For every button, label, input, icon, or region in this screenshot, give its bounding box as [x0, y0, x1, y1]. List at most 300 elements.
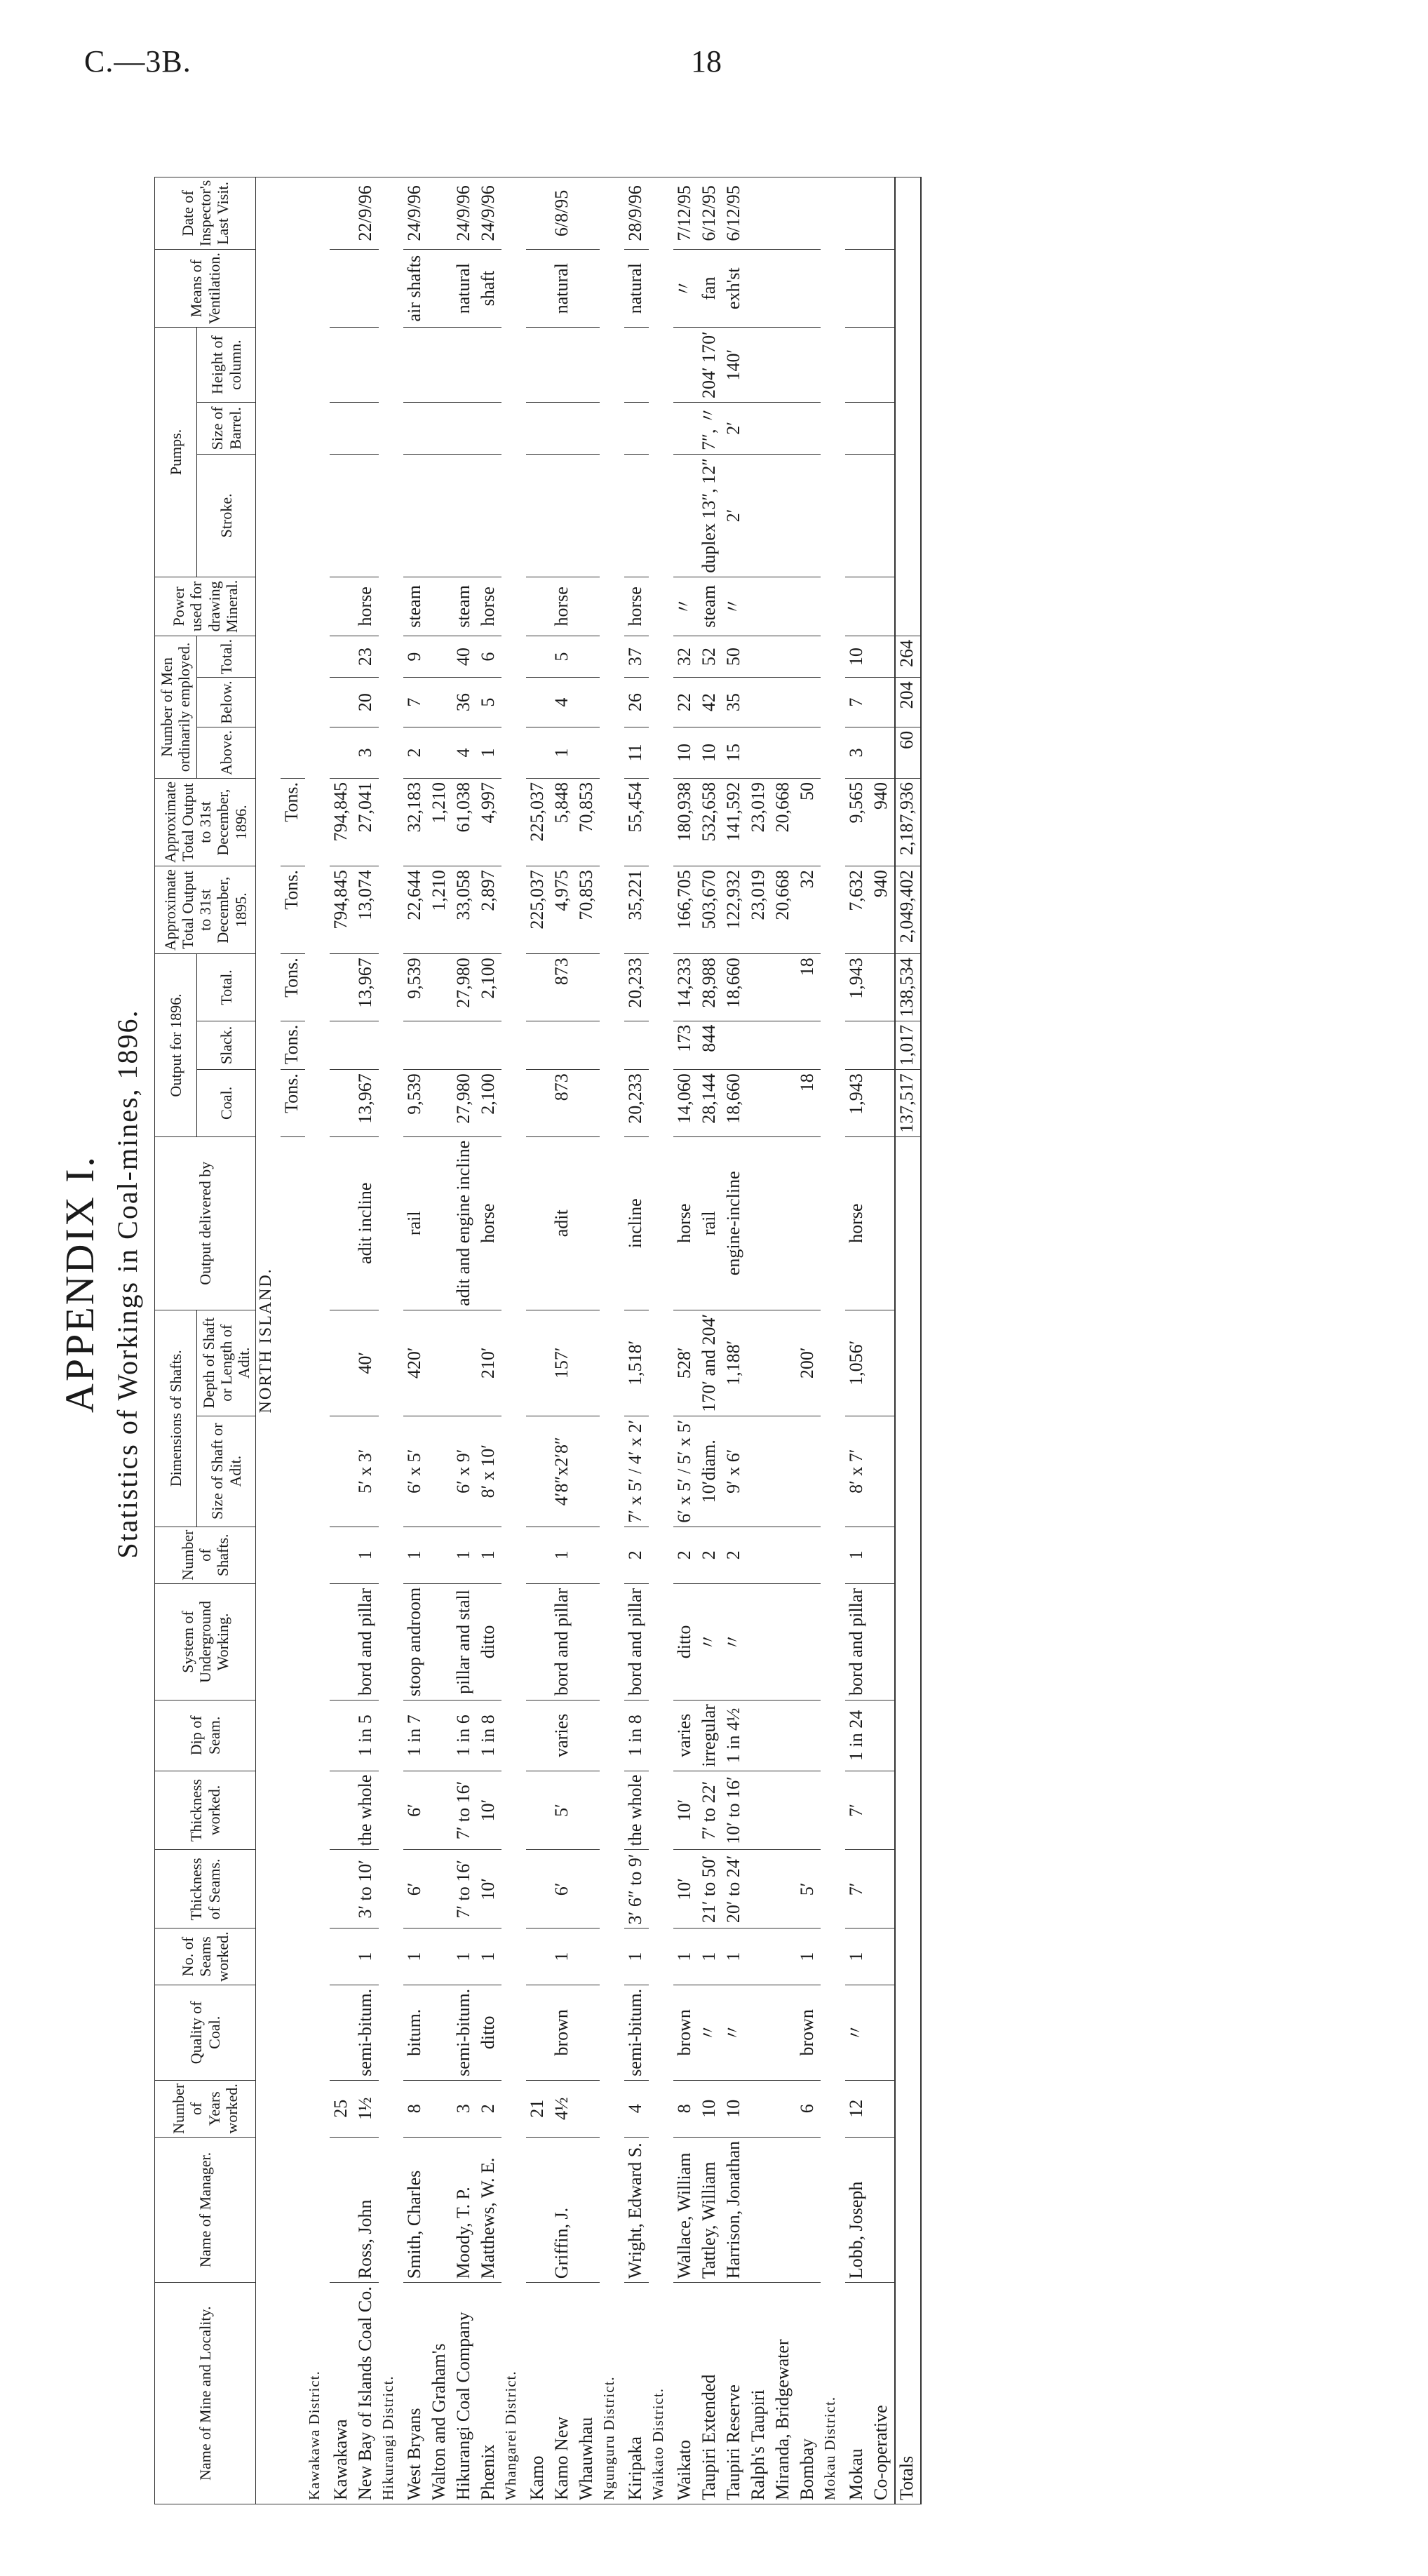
cell-below: [772, 678, 796, 727]
cell-coal: 1,943: [845, 1070, 870, 1137]
cell-barrel: [796, 403, 821, 455]
cell-thick_worked: 10′: [477, 1771, 501, 1850]
cell-slack: [452, 1021, 477, 1070]
cell-slack: [354, 1021, 379, 1070]
cell-dip: varies: [551, 1700, 575, 1771]
cell-o1895: 503,670: [698, 866, 722, 954]
cell-coal: 18: [796, 1070, 821, 1137]
cell-stroke: [452, 454, 477, 577]
cell-thick_worked: 7′ to 22′: [698, 1771, 722, 1850]
cell-above: 3: [354, 727, 379, 778]
district-row: [305, 177, 330, 2504]
cell-dip: 1 in 4½: [722, 1700, 747, 1771]
cell-barrel: [403, 403, 428, 455]
cell-visit: 6/8/95: [551, 177, 575, 249]
cell-seams: 1: [403, 1928, 428, 1985]
cell-depth: [870, 1310, 895, 1416]
cell-size: [747, 1416, 772, 1527]
cell-barrel: [354, 403, 379, 455]
cell-thick_worked: 7′ to 16′: [452, 1771, 477, 1850]
cell-depth: 157′: [551, 1310, 575, 1416]
unit-coal: Tons.: [281, 1070, 305, 1137]
cell-years: 12: [845, 2080, 870, 2137]
cell-barrel: [428, 403, 452, 455]
cell-dip: [796, 1700, 821, 1771]
cell-seam_thick: [428, 1850, 452, 1928]
district-row: [821, 177, 845, 2504]
cell-total: [330, 954, 354, 1021]
cell-seams: 1: [722, 1928, 747, 1985]
cell-column: [403, 328, 428, 403]
cell-vent: [575, 250, 600, 328]
cell-stroke: [796, 454, 821, 577]
mine-row: [452, 177, 477, 2504]
cell-below: 20: [354, 678, 379, 727]
cell-visit: 24/9/96: [403, 177, 428, 249]
cell-total: [747, 954, 772, 1021]
cell-slack: [403, 1021, 428, 1070]
cell-name: Taupiri Extended: [698, 2283, 722, 2504]
cell-manager: Lobb, Joseph: [845, 2137, 870, 2282]
col-depth-shaft: Depth of Shaft or Length of Adit.: [196, 1310, 256, 1416]
cell-slack: [428, 1021, 452, 1070]
cell-name: Kamo: [526, 2283, 551, 2504]
col-dimensions: Dimensions of Shafts.: [155, 1310, 197, 1527]
cell-stroke: [870, 454, 895, 577]
cell-below: [747, 678, 772, 727]
cell-name: Phœnix: [477, 2283, 501, 2504]
cell-barrel: [870, 403, 895, 455]
col-years: Number of Years worked.: [155, 2080, 256, 2137]
cell-thick_worked: [330, 1771, 354, 1850]
cell-total: 873: [551, 954, 575, 1021]
cell-visit: [747, 177, 772, 249]
cell-barrel: [673, 403, 698, 455]
district-label: Whangarei District.: [501, 177, 526, 2504]
cell-column: [526, 328, 551, 403]
cell-thick_worked: [428, 1771, 452, 1850]
cell-visit: 7/12/95: [673, 177, 698, 249]
cell-delivered: [575, 1136, 600, 1310]
cell-above: [575, 727, 600, 778]
cell-system: pillar and stall: [452, 1583, 477, 1700]
cell-power: steam: [452, 577, 477, 636]
cell-vent: shaft: [477, 250, 501, 328]
cell-column: [575, 328, 600, 403]
col-delivered: Output delivered by: [155, 1136, 256, 1310]
cell-manager: [747, 2137, 772, 2282]
totals-spacer: [895, 177, 921, 636]
cell-total: 27,980: [452, 954, 477, 1021]
cell-above: 10: [698, 727, 722, 778]
section-label: NORTH ISLAND.: [256, 177, 281, 2504]
cell-dip: [870, 1700, 895, 1771]
cell-shafts: 2: [624, 1527, 649, 1583]
cell-size: [330, 1416, 354, 1527]
cell-coal: [575, 1070, 600, 1137]
cell-stroke: [772, 454, 796, 577]
col-manager: Name of Manager.: [155, 2137, 256, 2282]
col-thickness-worked: Thickness worked.: [155, 1771, 256, 1850]
mine-row: [526, 177, 551, 2504]
cell-barrel: [772, 403, 796, 455]
col-approx-1895: Approximate Total Output to 31st December, 1895.: [155, 866, 256, 954]
cell-thick_worked: the whole: [354, 1771, 379, 1850]
cell-years: [772, 2080, 796, 2137]
cell-o1896: 61,038: [452, 779, 477, 866]
cell-o1895: 22,644: [403, 866, 428, 954]
cell-seam_thick: 3′ to 10′: [354, 1850, 379, 1928]
cell-o1895: 122,932: [722, 866, 747, 954]
cell-visit: [772, 177, 796, 249]
cell-stroke: [845, 454, 870, 577]
totals-below: 204: [895, 678, 921, 727]
cell-mtotal: [526, 636, 551, 677]
cell-power: [796, 577, 821, 636]
cell-system: [870, 1583, 895, 1700]
cell-seams: 1: [477, 1928, 501, 1985]
cell-shafts: 2: [673, 1527, 698, 1583]
cell-o1895: 20,668: [772, 866, 796, 954]
cell-stroke: [428, 454, 452, 577]
cell-quality: brown: [551, 1985, 575, 2080]
cell-depth: [330, 1310, 354, 1416]
cell-delivered: horse: [673, 1136, 698, 1310]
cell-delivered: horse: [477, 1136, 501, 1310]
cell-thick_worked: 10′: [673, 1771, 698, 1850]
cell-o1896: 1,210: [428, 779, 452, 866]
cell-visit: [845, 177, 870, 249]
cell-seam_thick: 10′: [673, 1850, 698, 1928]
cell-column: [551, 328, 575, 403]
cell-power: [772, 577, 796, 636]
cell-mtotal: [772, 636, 796, 677]
cell-dip: varies: [673, 1700, 698, 1771]
cell-manager: Wright, Edward S.: [624, 2137, 649, 2282]
cell-vent: 〃: [673, 250, 698, 328]
col-barrel: Size of Barrel.: [196, 403, 256, 455]
totals-above: 60: [895, 727, 921, 778]
mine-row: [747, 177, 772, 2504]
cell-thick_worked: [526, 1771, 551, 1850]
cell-below: 35: [722, 678, 747, 727]
cell-quality: [772, 1985, 796, 2080]
cell-o1895: 13,074: [354, 866, 379, 954]
cell-system: ditto: [673, 1583, 698, 1700]
cell-system: [747, 1583, 772, 1700]
cell-manager: [526, 2137, 551, 2282]
cell-below: 36: [452, 678, 477, 727]
cell-system: stoop androom: [403, 1583, 428, 1700]
cell-thick_worked: 6′: [403, 1771, 428, 1850]
cell-years: [428, 2080, 452, 2137]
cell-mtotal: 9: [403, 636, 428, 677]
cell-o1896: 70,853: [575, 779, 600, 866]
cell-column: [870, 328, 895, 403]
cell-seams: 1: [698, 1928, 722, 1985]
cell-quality: semi-bitum.: [624, 1985, 649, 2080]
cell-coal: 18,660: [722, 1070, 747, 1137]
cell-seam_thick: 10′: [477, 1850, 501, 1928]
cell-system: [772, 1583, 796, 1700]
cell-barrel: [575, 403, 600, 455]
cell-coal: 873: [551, 1070, 575, 1137]
mine-row: [330, 177, 354, 2504]
cell-size: 8′ x 7′: [845, 1416, 870, 1527]
cell-o1895: 794,845: [330, 866, 354, 954]
totals-o1895: 2,049,402: [895, 866, 921, 954]
cell-o1896: 32,183: [403, 779, 428, 866]
col-pumps: Pumps.: [155, 328, 197, 577]
cell-system: [526, 1583, 551, 1700]
cell-o1896: 23,019: [747, 779, 772, 866]
cell-total: [575, 954, 600, 1021]
cell-barrel: [551, 403, 575, 455]
cell-stroke: [575, 454, 600, 577]
cell-years: [747, 2080, 772, 2137]
cell-seam_thick: 5′: [796, 1850, 821, 1928]
cell-seams: 1: [624, 1928, 649, 1985]
cell-system: ditto: [477, 1583, 501, 1700]
totals-total: 138,534: [895, 954, 921, 1021]
cell-manager: [575, 2137, 600, 2282]
cell-slack: [575, 1021, 600, 1070]
cell-column: [624, 328, 649, 403]
cell-dip: [526, 1700, 551, 1771]
district-row: [501, 177, 526, 2504]
cell-o1896: 940: [870, 779, 895, 866]
cell-mtotal: 40: [452, 636, 477, 677]
cell-quality: 〃: [722, 1985, 747, 2080]
cell-size: [870, 1416, 895, 1527]
cell-vent: [354, 250, 379, 328]
cell-column: [747, 328, 772, 403]
cell-coal: [870, 1070, 895, 1137]
cell-system: bord and pillar: [845, 1583, 870, 1700]
col-total: Total.: [196, 954, 256, 1021]
cell-o1895: 940: [870, 866, 895, 954]
cell-total: 14,233: [673, 954, 698, 1021]
col-system: System of Underground Working.: [155, 1583, 256, 1700]
cell-quality: [575, 1985, 600, 2080]
cell-depth: [747, 1310, 772, 1416]
col-name: Name of Mine and Locality.: [155, 2283, 256, 2504]
cell-vent: [870, 250, 895, 328]
cell-seams: [428, 1928, 452, 1985]
cell-o1895: 35,221: [624, 866, 649, 954]
cell-size: 6′ x 5′: [403, 1416, 428, 1527]
cell-name: Ralph's Taupiri: [747, 2283, 772, 2504]
cell-power: horse: [354, 577, 379, 636]
section-row: [256, 177, 281, 2504]
cell-total: 1,943: [845, 954, 870, 1021]
cell-seams: 1: [452, 1928, 477, 1985]
cell-visit: [526, 177, 551, 249]
cell-vent: fan: [698, 250, 722, 328]
cell-seam_thick: [330, 1850, 354, 1928]
cell-seams: [575, 1928, 600, 1985]
cell-coal: 27,980: [452, 1070, 477, 1137]
cell-delivered: [796, 1136, 821, 1310]
cell-quality: [330, 1985, 354, 2080]
district-row: [379, 177, 403, 2504]
cell-seams: [330, 1928, 354, 1985]
cell-slack: 173: [673, 1021, 698, 1070]
district-label: Mokau District.: [821, 177, 845, 2504]
cell-mtotal: [747, 636, 772, 677]
cell-seams: 1: [673, 1928, 698, 1985]
cell-mtotal: [330, 636, 354, 677]
cell-size: 6′ x 9′: [452, 1416, 477, 1527]
cell-coal: [772, 1070, 796, 1137]
cell-barrel: [477, 403, 501, 455]
cell-delivered: [330, 1136, 354, 1310]
cell-seam_thick: 21′ to 50′: [698, 1850, 722, 1928]
cell-thick_worked: the whole: [624, 1771, 649, 1850]
cell-vent: [796, 250, 821, 328]
cell-above: [330, 727, 354, 778]
cell-years: [575, 2080, 600, 2137]
cell-quality: brown: [673, 1985, 698, 2080]
cell-o1896: 141,592: [722, 779, 747, 866]
mine-row: [722, 177, 747, 2504]
cell-barrel: [624, 403, 649, 455]
district-label: Ngunguru District.: [600, 177, 624, 2504]
cell-mtotal: [428, 636, 452, 677]
cell-shafts: [747, 1527, 772, 1583]
cell-barrel: 2′: [722, 403, 747, 455]
cell-below: 42: [698, 678, 722, 727]
cell-delivered: horse: [845, 1136, 870, 1310]
cell-seam_thick: 7′ to 16′: [452, 1850, 477, 1928]
cell-power: [575, 577, 600, 636]
cell-years: 25: [330, 2080, 354, 2137]
col-stroke: Stroke.: [196, 454, 256, 577]
cell-name: Kamo New: [551, 2283, 575, 2504]
cell-size: 5′ x 3′: [354, 1416, 379, 1527]
cell-column: [428, 328, 452, 403]
cell-thick_worked: [870, 1771, 895, 1850]
cell-depth: 1,056′: [845, 1310, 870, 1416]
cell-shafts: [526, 1527, 551, 1583]
cell-coal: 20,233: [624, 1070, 649, 1137]
cell-stroke: [477, 454, 501, 577]
cell-column: [330, 328, 354, 403]
cell-depth: 1,518′: [624, 1310, 649, 1416]
cell-o1896: 225,037: [526, 779, 551, 866]
cell-vent: natural: [551, 250, 575, 328]
cell-dip: [575, 1700, 600, 1771]
cell-years: 8: [403, 2080, 428, 2137]
cell-stroke: duplex 13″, 12″: [698, 454, 722, 577]
cell-above: 4: [452, 727, 477, 778]
cell-thick_worked: [796, 1771, 821, 1850]
cell-barrel: [747, 403, 772, 455]
cell-stroke: [624, 454, 649, 577]
cell-above: 2: [403, 727, 428, 778]
cell-thick_worked: 7′: [845, 1771, 870, 1850]
cell-size: [526, 1416, 551, 1527]
cell-manager: Harrison, Jonathan: [722, 2137, 747, 2282]
cell-above: [796, 727, 821, 778]
cell-shafts: 1: [403, 1527, 428, 1583]
col-shafts-no: Number of Shafts.: [155, 1527, 256, 1583]
cell-manager: Griffin, J.: [551, 2137, 575, 2282]
cell-total: 20,233: [624, 954, 649, 1021]
cell-depth: 40′: [354, 1310, 379, 1416]
cell-o1895: 32: [796, 866, 821, 954]
cell-slack: [796, 1021, 821, 1070]
cell-quality: bitum.: [403, 1985, 428, 2080]
cell-column: [673, 328, 698, 403]
cell-below: 4: [551, 678, 575, 727]
cell-depth: [452, 1310, 477, 1416]
cell-dip: [330, 1700, 354, 1771]
cell-o1896: 9,565: [845, 779, 870, 866]
totals-slack: 1,017: [895, 1021, 921, 1070]
mine-row: [772, 177, 796, 2504]
cell-quality: semi-bitum.: [354, 1985, 379, 2080]
cell-mtotal: 6: [477, 636, 501, 677]
cell-depth: 528′: [673, 1310, 698, 1416]
cell-vent: exh'st: [722, 250, 747, 328]
cell-seam_thick: 7′: [845, 1850, 870, 1928]
cell-barrel: [452, 403, 477, 455]
cell-total: [428, 954, 452, 1021]
totals-row: [895, 177, 921, 2504]
cell-column: [845, 328, 870, 403]
district-label: Kawakawa District.: [305, 177, 330, 2504]
cell-delivered: [428, 1136, 452, 1310]
cell-vent: [772, 250, 796, 328]
cell-seam_thick: [870, 1850, 895, 1928]
cell-stroke: [673, 454, 698, 577]
cell-column: [452, 328, 477, 403]
col-coal: Coal.: [196, 1070, 256, 1137]
cell-years: 4½: [551, 2080, 575, 2137]
mine-row: [403, 177, 428, 2504]
cell-column: 140′: [722, 328, 747, 403]
coal-mine-statistics-table: [154, 177, 922, 2504]
totals-label: Totals: [895, 1136, 921, 2504]
cell-dip: [772, 1700, 796, 1771]
cell-name: Taupiri Reserve: [722, 2283, 747, 2504]
cell-name: Kiripaka: [624, 2283, 649, 2504]
cell-quality: [526, 1985, 551, 2080]
cell-slack: [477, 1021, 501, 1070]
cell-seams: 1: [845, 1928, 870, 1985]
cell-delivered: adit and engine incline: [452, 1136, 477, 1310]
cell-barrel: [330, 403, 354, 455]
cell-shafts: [870, 1527, 895, 1583]
cell-coal: [330, 1070, 354, 1137]
cell-name: Waikato: [673, 2283, 698, 2504]
totals-coal: 137,517: [895, 1070, 921, 1137]
cell-dip: 1 in 5: [354, 1700, 379, 1771]
cell-depth: 1,188′: [722, 1310, 747, 1416]
cell-quality: brown: [796, 1985, 821, 2080]
cell-column: [796, 328, 821, 403]
cell-seams: [526, 1928, 551, 1985]
district-label: Hikurangi District.: [379, 177, 403, 2504]
cell-vent: [428, 250, 452, 328]
cell-below: 26: [624, 678, 649, 727]
cell-delivered: [747, 1136, 772, 1310]
unit-1895: Tons.: [281, 866, 305, 954]
cell-thick_worked: [772, 1771, 796, 1850]
cell-slack: [526, 1021, 551, 1070]
cell-coal: 13,967: [354, 1070, 379, 1137]
